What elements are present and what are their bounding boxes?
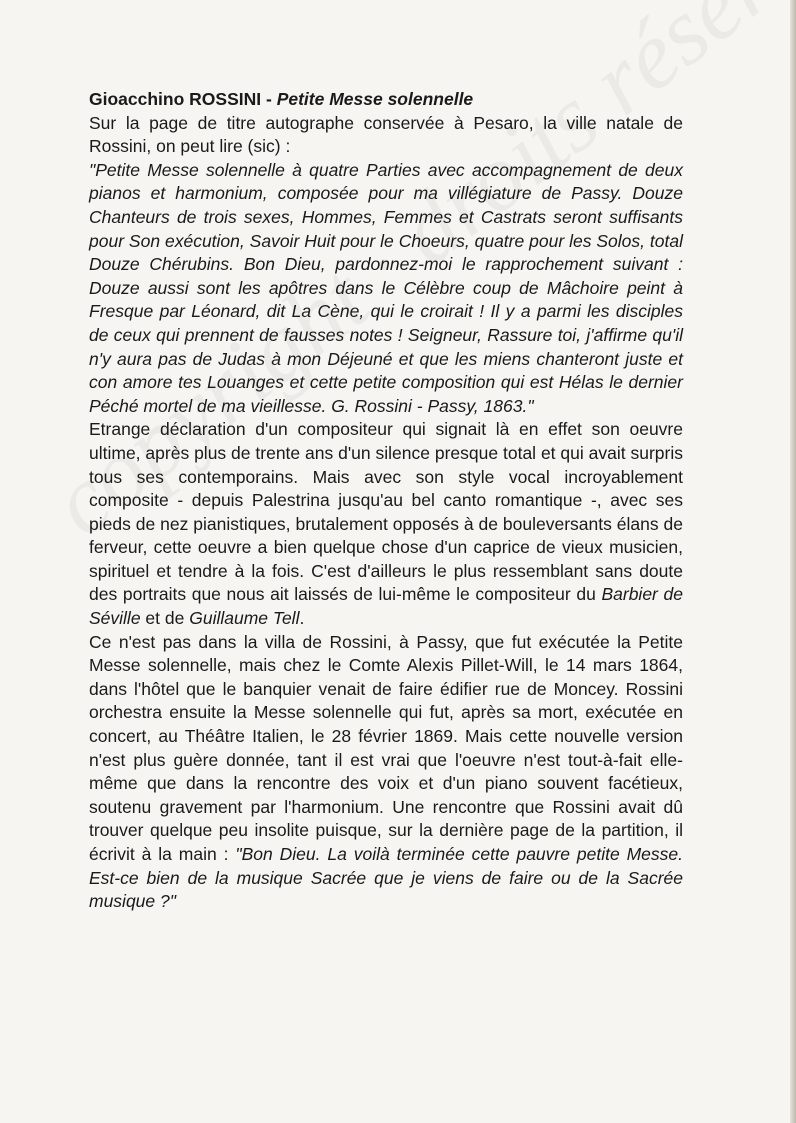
work-title: Petite Messe solennelle	[276, 89, 474, 109]
final-quote: "Bon Dieu. La voilà terminée cette pauvre petite Messe. Est-ce bien de la musique Sacrée que je viens de faire ou de la Sacrée musique ?"	[89, 844, 683, 912]
page-edge-shadow	[790, 0, 796, 1123]
paragraph-connector: et de	[140, 608, 190, 629]
paragraph-premiere	[89, 631, 683, 914]
composer-name: Gioacchino ROSSINI	[89, 89, 262, 109]
paragraph-declaration	[89, 418, 683, 630]
work-guillaume-tell: Guillaume Tell	[189, 608, 300, 629]
title-separator: -	[261, 89, 277, 109]
intro-paragraph: Sur la page de titre autographe conservée à Pesaro, la ville natale de Rossini, on peut lire (sic) :	[89, 112, 683, 157]
paragraph-declaration-text: Etrange déclaration d'un compositeur qui signait là en effet son oeuvre ultime, après plus de trente ans d'un silence presque total et qui avait surpris tous ses contemporains. Mais avec son style vocal incroyablement composite - depuis Palestrina jusqu'au bel canto romantique -, avec ses pieds de nez pianistiques, brutalement opposés à de bouleversants élans de ferveur, cette oeuvre a bien quelque chose d'un caprice de vieux musicien, spirituel et tendre à la fois. C'est d'ailleurs le plus ressemblant sans doute des portraits que nous ait laissés de lui-même le compositeur du	[89, 419, 683, 605]
document-title	[89, 88, 683, 112]
paragraph-end: .	[299, 608, 305, 629]
text-block	[89, 88, 683, 914]
autograph-quote: "Petite Messe solennelle à quatre Parties avec accompagnement de deux pianos et harmonium, composée pour ma villégiature de Passy. Douze Chanteurs de trois sexes, Hommes, Femmes et Castrats seront suffisants pour Son exécution, Savoir Huit pour le Choeurs, quatre pour les Solos, total Douze Chérubins. Bon Dieu, pardonnez-moi le rapprochement suivant : Douze aussi sont les apôtres dans le Célèbre coup de Mâchoire peint à Fresque par Léonard, dit La Cène, qui le croirait ! Il y a parmi les disciples de ceux qui prennent de fausses notes ! Seigneur, Rassure toi, j'affirme qu'il n'y aura pas de Judas à mon Déjeuné et que les miens chanteront juste et con amore tes Louanges et cette petite composition qui est Hélas le dernier Péché mortel de ma vieillesse. G. Rossini - Passy, 1863."	[89, 159, 683, 416]
work-barbier: Barbier de Séville	[89, 584, 683, 629]
paragraph-premiere-text: Ce n'est pas dans la villa de Rossini, à Passy, que fut exécutée la Petite Messe solennelle, mais chez le Comte Alexis Pillet-Will, le 14 mars 1864, dans l'hôtel que le banquier venait de faire édifier rue de Moncey. Rossini orchestra ensuite la Messe solennelle qui fut, après sa mort, exécutée en concert, au Théâtre Italien, le 28 février 1869. Mais cette nouvelle version n'est plus guère donnée, tant il est vrai que l'oeuvre n'est tout-à-fait elle-même que dans la rencontre des voix et d'un piano souvent facétieux, soutenu gravement par l'harmonium. Une rencontre que Rossini avait dû trouver quelque peu insolite puisque, sur la dernière page de la partition, il écrivit à la main :	[89, 631, 683, 864]
